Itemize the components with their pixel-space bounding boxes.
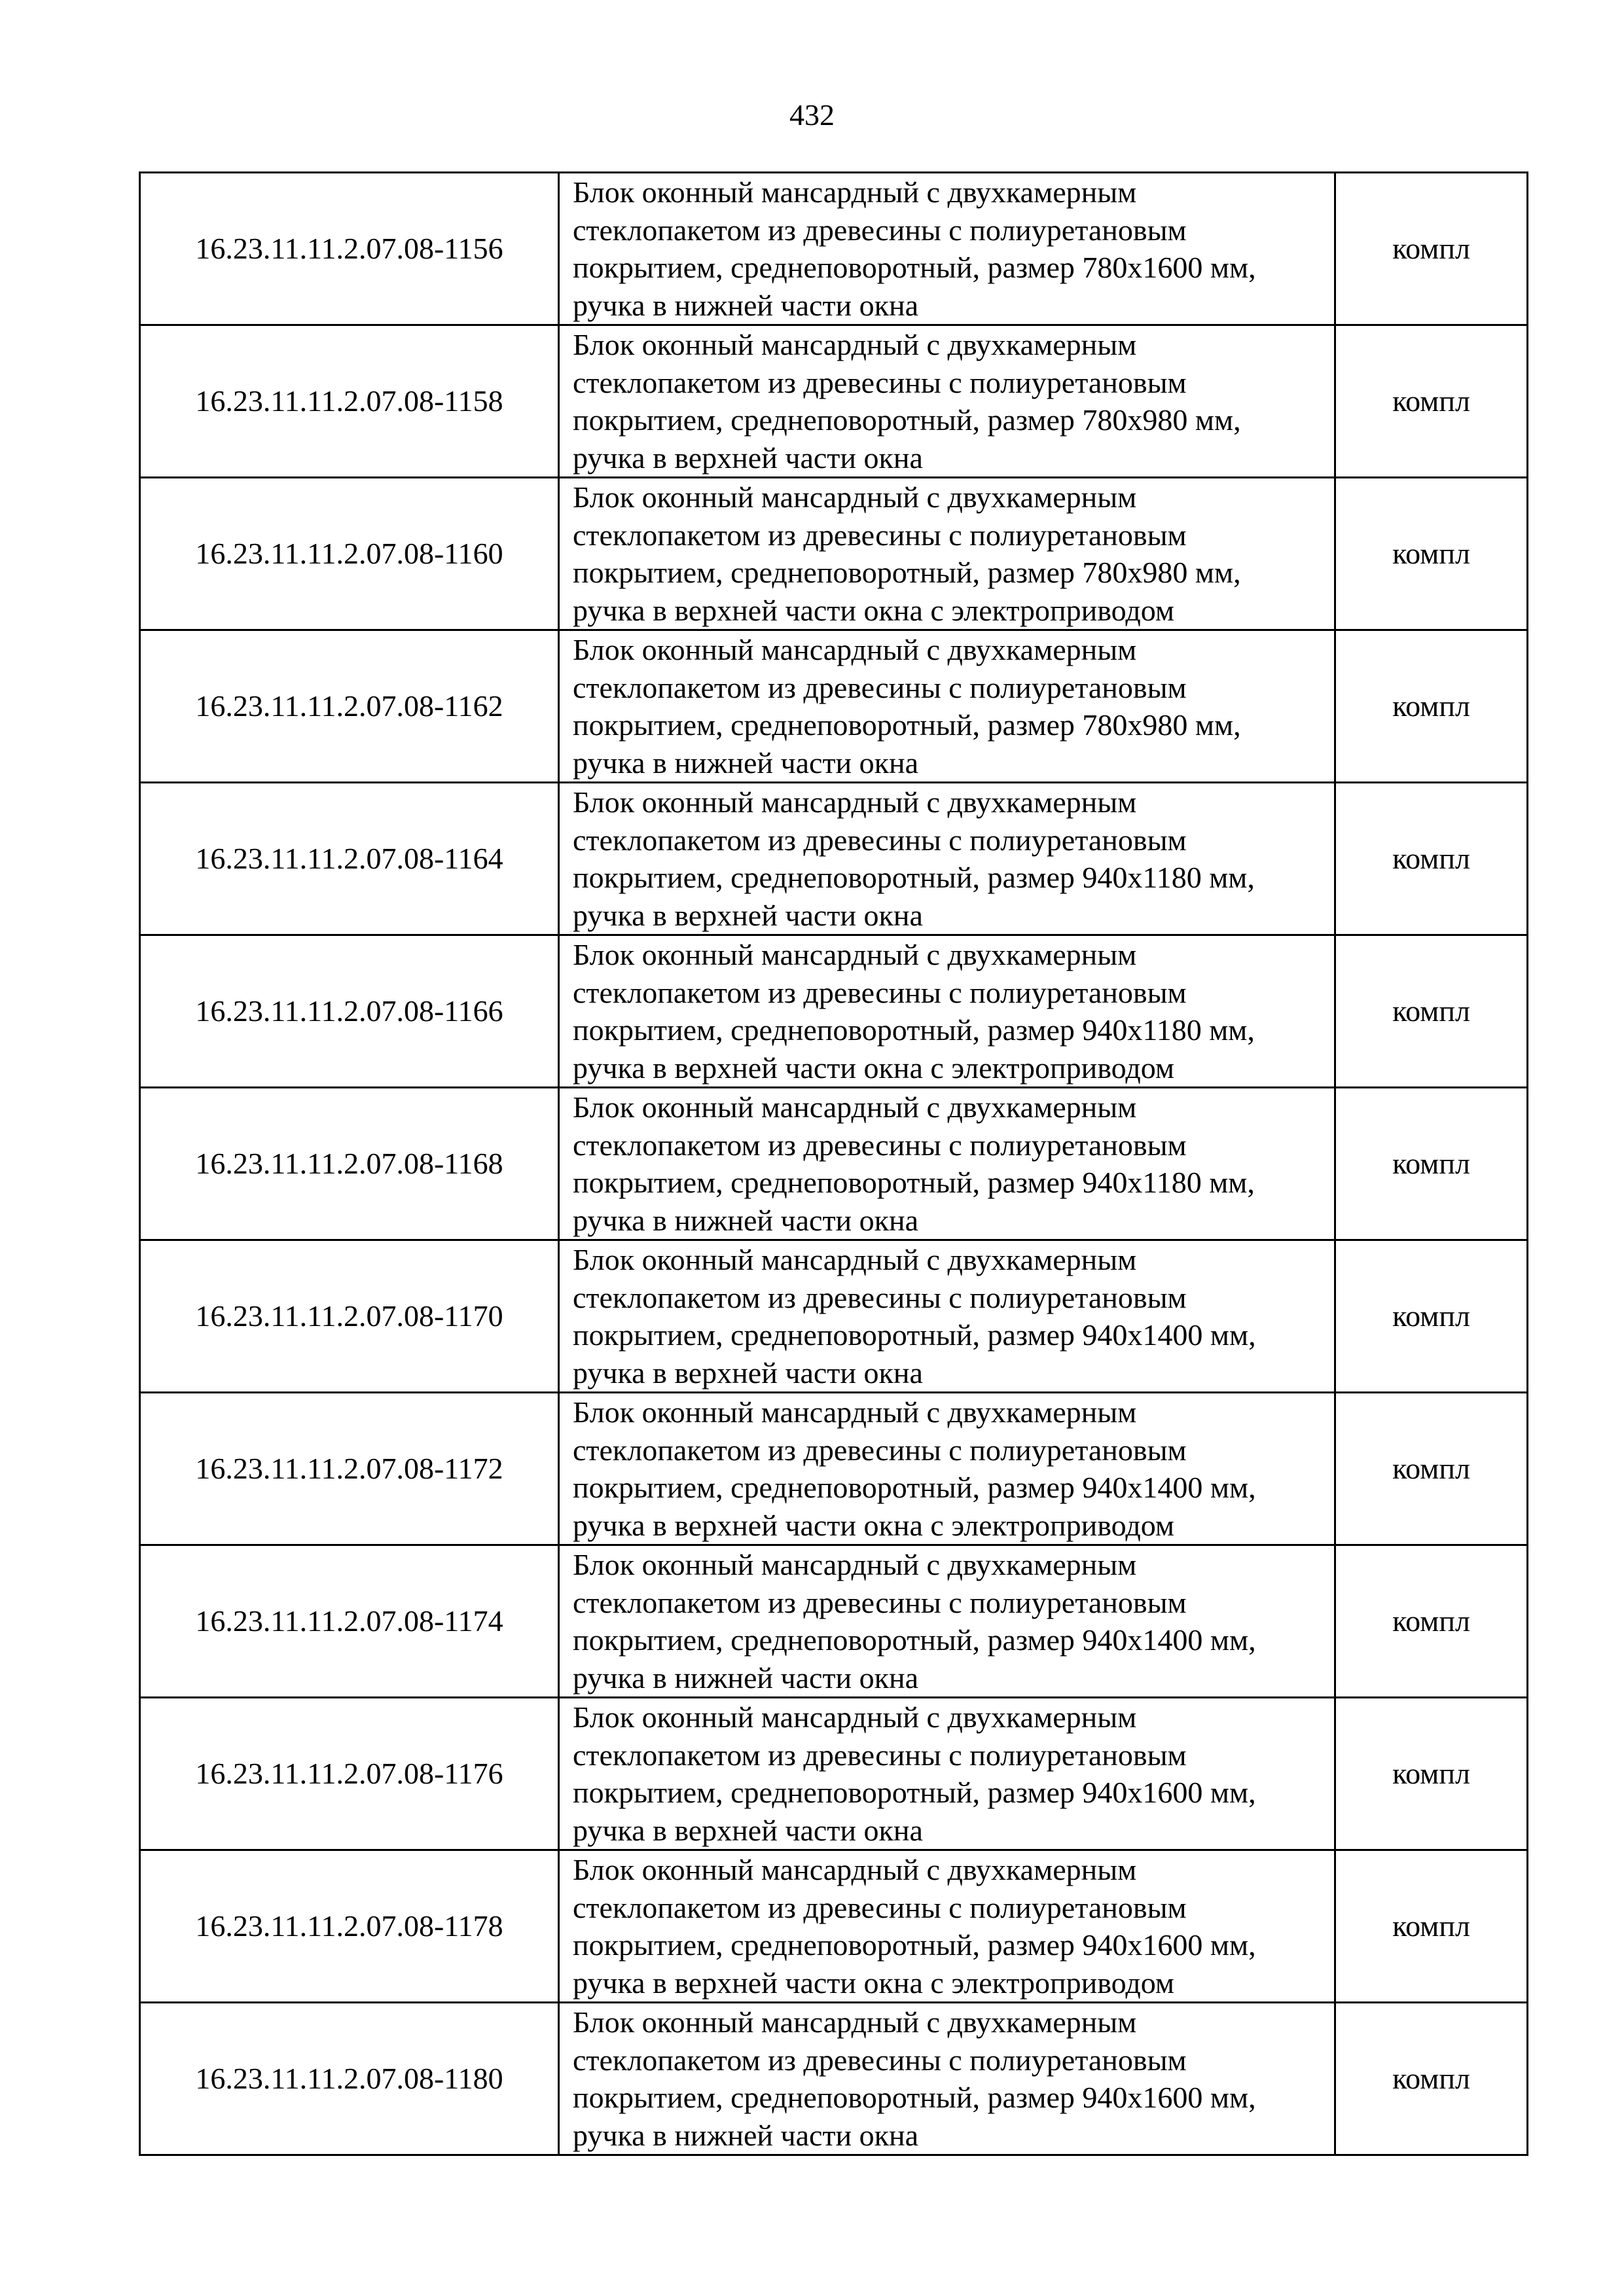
description-line: стеклопакетом из древесины с полиуретановым — [573, 1128, 1187, 1162]
unit-of-measure: компл — [1335, 173, 1528, 325]
table-row — [140, 1240, 1528, 1393]
description-line: ручка в верхней части окна — [573, 440, 923, 475]
resource-description — [559, 630, 1335, 783]
description-line: стеклопакетом из древесины с полиуретановым — [573, 213, 1187, 247]
description-line: ручка в верхней части окна — [573, 898, 923, 932]
table-row — [140, 1850, 1528, 2003]
description-line: покрытием, среднеповоротный, размер 780х1600 мм, — [573, 251, 1256, 284]
description-line: покрытием, среднеповоротный, размер 780х980 мм, — [573, 708, 1241, 742]
table-row — [140, 173, 1528, 325]
description-line: ручка в верхней части окна с электроприводом — [573, 1050, 1174, 1085]
unit-of-measure: компл — [1335, 1698, 1528, 1850]
description-line: ручка в верхней части окна с электроприводом — [573, 1965, 1174, 2000]
description-line: Блок оконный мансардный с двухкамерным — [573, 1090, 1137, 1124]
resource-description — [559, 1850, 1335, 2003]
description-line: стеклопакетом из древесины с полиуретановым — [573, 1738, 1187, 1772]
description-line: ручка в верхней части окна с электроприводом — [573, 1508, 1174, 1542]
resource-code: 16.23.11.11.2.07.08-1156 — [140, 173, 559, 325]
description-line: покрытием, среднеповоротный, размер 940х1180 мм, — [573, 1013, 1255, 1047]
description-line: покрытием, среднеповоротный, размер 940х1600 мм, — [573, 1776, 1256, 1809]
description-line: ручка в нижней части окна — [573, 288, 919, 322]
description-line: Блок оконный мансардный с двухкамерным — [573, 480, 1137, 514]
page-number: 432 — [789, 98, 835, 132]
description-line: Блок оконный мансардный с двухкамерным — [573, 1243, 1137, 1276]
unit-of-measure: компл — [1335, 630, 1528, 783]
description-line: Блок оконный мансардный с двухкамерным — [573, 1853, 1137, 1886]
description-line: стеклопакетом из древесины с полиуретановым — [573, 823, 1187, 857]
description-line: Блок оконный мансардный с двухкамерным — [573, 175, 1137, 209]
table-row — [140, 935, 1528, 1088]
table-row — [140, 2003, 1528, 2155]
resource-description — [559, 1240, 1335, 1393]
description-line: покрытием, среднеповоротный, размер 940х1600 мм, — [573, 1928, 1256, 1962]
resource-code: 16.23.11.11.2.07.08-1158 — [140, 325, 559, 478]
description-line: Блок оконный мансардный с двухкамерным — [573, 328, 1137, 361]
description-line: покрытием, среднеповоротный, размер 940х1400 мм, — [573, 1623, 1256, 1657]
resource-description — [559, 1698, 1335, 1850]
resource-description — [559, 935, 1335, 1088]
resource-description — [559, 783, 1335, 935]
resource-description — [559, 2003, 1335, 2155]
resource-codes-table — [139, 171, 1528, 2156]
description-line: Блок оконный мансардный с двухкамерным — [573, 2005, 1137, 2039]
resource-code: 16.23.11.11.2.07.08-1160 — [140, 478, 559, 630]
resource-code: 16.23.11.11.2.07.08-1162 — [140, 630, 559, 783]
description-line: покрытием, среднеповоротный, размер 940х1400 мм, — [573, 1471, 1256, 1504]
resource-description — [559, 173, 1335, 325]
description-line: Блок оконный мансардный с двухкамерным — [573, 785, 1137, 819]
unit-of-measure: компл — [1335, 1088, 1528, 1240]
table-row — [140, 478, 1528, 630]
description-line: покрытием, среднеповоротный, размер 780х980 мм, — [573, 403, 1241, 437]
description-line: Блок оконный мансардный с двухкамерным — [573, 633, 1137, 666]
resource-code: 16.23.11.11.2.07.08-1178 — [140, 1850, 559, 2003]
resource-code: 16.23.11.11.2.07.08-1176 — [140, 1698, 559, 1850]
resource-code: 16.23.11.11.2.07.08-1164 — [140, 783, 559, 935]
unit-of-measure: компл — [1335, 1545, 1528, 1698]
description-line: покрытием, среднеповоротный, размер 780х980 мм, — [573, 556, 1241, 589]
description-line: стеклопакетом из древесины с полиуретановым — [573, 1433, 1187, 1467]
resource-description — [559, 1545, 1335, 1698]
description-line: ручка в нижней части окна — [573, 2118, 919, 2152]
unit-of-measure: компл — [1335, 1393, 1528, 1545]
description-line: стеклопакетом из древесины с полиуретановым — [573, 1280, 1187, 1314]
table-row — [140, 1545, 1528, 1698]
description-line: покрытием, среднеповоротный, размер 940х1180 мм, — [573, 1166, 1255, 1199]
unit-of-measure: компл — [1335, 478, 1528, 630]
description-line: стеклопакетом из древесины с полиуретановым — [573, 365, 1187, 399]
table-row — [140, 1393, 1528, 1545]
table-row — [140, 325, 1528, 478]
resource-code: 16.23.11.11.2.07.08-1174 — [140, 1545, 559, 1698]
description-line: стеклопакетом из древесины с полиуретановым — [573, 1890, 1187, 1924]
table-body — [140, 173, 1528, 2155]
resource-code: 16.23.11.11.2.07.08-1170 — [140, 1240, 559, 1393]
unit-of-measure: компл — [1335, 1850, 1528, 2003]
resource-description — [559, 478, 1335, 630]
description-line: ручка в нижней части окна — [573, 1660, 919, 1695]
unit-of-measure: компл — [1335, 935, 1528, 1088]
description-line: ручка в нижней части окна — [573, 1203, 919, 1237]
table-row — [140, 630, 1528, 783]
description-line: стеклопакетом из древесины с полиуретановым — [573, 518, 1187, 552]
resource-code: 16.23.11.11.2.07.08-1168 — [140, 1088, 559, 1240]
unit-of-measure: компл — [1335, 1240, 1528, 1393]
resource-description — [559, 1393, 1335, 1545]
description-line: стеклопакетом из древесины с полиуретановым — [573, 2043, 1187, 2077]
description-line: ручка в верхней части окна — [573, 1355, 923, 1390]
unit-of-measure: компл — [1335, 2003, 1528, 2155]
unit-of-measure: компл — [1335, 325, 1528, 478]
table-row — [140, 783, 1528, 935]
description-line: Блок оконный мансардный с двухкамерным — [573, 1548, 1137, 1581]
description-line: ручка в нижней части окна — [573, 745, 919, 780]
description-line: Блок оконный мансардный с двухкамерным — [573, 938, 1137, 971]
table-row — [140, 1698, 1528, 1850]
resource-description — [559, 1088, 1335, 1240]
resource-code: 16.23.11.11.2.07.08-1180 — [140, 2003, 559, 2155]
resource-code: 16.23.11.11.2.07.08-1166 — [140, 935, 559, 1088]
description-line: стеклопакетом из древесины с полиуретановым — [573, 975, 1187, 1009]
description-line: ручка в верхней части окна с электроприводом — [573, 593, 1174, 627]
description-line: покрытием, среднеповоротный, размер 940х1180 мм, — [573, 861, 1255, 894]
description-line: Блок оконный мансардный с двухкамерным — [573, 1700, 1137, 1734]
description-line: покрытием, среднеповоротный, размер 940х1400 мм, — [573, 1318, 1256, 1352]
description-line: ручка в верхней части окна — [573, 1813, 923, 1847]
unit-of-measure: компл — [1335, 783, 1528, 935]
description-line: покрытием, среднеповоротный, размер 940х1600 мм, — [573, 2081, 1256, 2114]
resource-code: 16.23.11.11.2.07.08-1172 — [140, 1393, 559, 1545]
description-line: Блок оконный мансардный с двухкамерным — [573, 1395, 1137, 1429]
table-row — [140, 1088, 1528, 1240]
description-line: стеклопакетом из древесины с полиуретановым — [573, 670, 1187, 704]
resource-description — [559, 325, 1335, 478]
description-line: стеклопакетом из древесины с полиуретановым — [573, 1585, 1187, 1619]
